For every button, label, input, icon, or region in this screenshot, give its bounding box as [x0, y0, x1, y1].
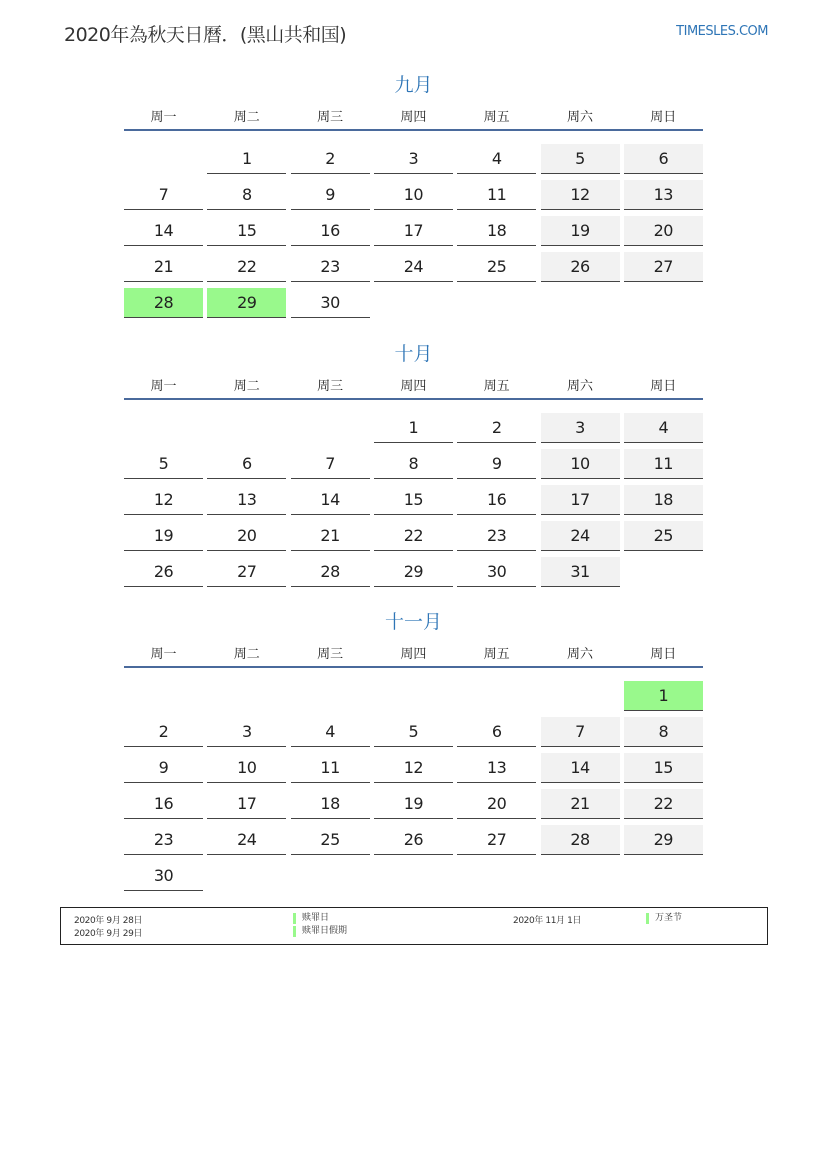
day-cell: 16 [291, 216, 370, 246]
day-cell: 29 [624, 825, 703, 855]
day-cell: 25 [457, 252, 536, 282]
day-cell: 7 [541, 717, 620, 747]
day-cell: 12 [541, 180, 620, 210]
weekday-header: 周六 [566, 110, 593, 125]
day-cell: 19 [541, 216, 620, 246]
site-link[interactable]: TIMESLES.COM [676, 24, 768, 39]
day-cell: 8 [624, 717, 703, 747]
day-cell: 5 [374, 717, 453, 747]
day-cell: 30 [457, 557, 536, 587]
day-cell: 10 [374, 180, 453, 210]
weekday-header: 周日 [650, 647, 677, 662]
day-cell: 3 [207, 717, 286, 747]
day-cell: 13 [207, 485, 286, 515]
day-cell: 31 [541, 557, 620, 587]
legend-holiday-name: 赎罪日假期 [293, 926, 347, 937]
day-cell: 16 [124, 789, 203, 819]
weekday-header: 周六 [566, 379, 593, 394]
day-cell: 27 [624, 252, 703, 282]
day-cell: 10 [541, 449, 620, 479]
weekday-header: 周二 [233, 110, 260, 125]
weekday-header: 周二 [233, 379, 260, 394]
header-rule [124, 129, 703, 131]
day-cell: 2 [124, 717, 203, 747]
month-title: 十一月 [384, 611, 442, 633]
day-cell: 24 [541, 521, 620, 551]
day-cell: 29 [374, 557, 453, 587]
day-cell: 23 [124, 825, 203, 855]
day-cell: 4 [457, 144, 536, 174]
day-cell: 28 [124, 288, 203, 318]
weekday-header: 周一 [150, 379, 177, 394]
day-cell: 17 [207, 789, 286, 819]
weekday-header: 周三 [317, 379, 344, 394]
day-cell: 9 [291, 180, 370, 210]
day-cell: 1 [207, 144, 286, 174]
weekday-header: 周四 [400, 379, 427, 394]
day-cell: 1 [374, 413, 453, 443]
day-cell: 4 [624, 413, 703, 443]
day-cell: 21 [541, 789, 620, 819]
weekday-header: 周三 [317, 647, 344, 662]
day-cell: 5 [124, 449, 203, 479]
day-cell: 11 [291, 753, 370, 783]
day-cell: 23 [291, 252, 370, 282]
header-rule [124, 398, 703, 400]
weekday-header: 周五 [483, 647, 510, 662]
day-cell: 10 [207, 753, 286, 783]
day-cell: 20 [207, 521, 286, 551]
day-cell: 22 [374, 521, 453, 551]
day-cell: 24 [374, 252, 453, 282]
day-cell: 7 [291, 449, 370, 479]
weekday-header: 周四 [400, 110, 427, 125]
day-cell: 2 [457, 413, 536, 443]
day-cell: 14 [541, 753, 620, 783]
day-cell: 18 [624, 485, 703, 515]
day-cell: 20 [624, 216, 703, 246]
day-cell: 27 [457, 825, 536, 855]
day-cell: 24 [207, 825, 286, 855]
day-cell: 9 [457, 449, 536, 479]
day-cell: 17 [541, 485, 620, 515]
day-cell: 11 [457, 180, 536, 210]
weekday-header: 周六 [566, 647, 593, 662]
day-cell: 15 [624, 753, 703, 783]
day-cell: 22 [207, 252, 286, 282]
day-cell: 4 [291, 717, 370, 747]
day-cell: 25 [624, 521, 703, 551]
day-cell: 17 [374, 216, 453, 246]
legend-date: 2020年 9月 28日 [74, 916, 143, 926]
month-calendar [124, 607, 703, 937]
day-cell: 18 [291, 789, 370, 819]
page-title: 2020年為秋天日曆．(黑山共和国) [64, 24, 347, 46]
month-title: 九月 [394, 74, 433, 96]
weekday-header: 周四 [400, 647, 427, 662]
day-cell: 26 [374, 825, 453, 855]
day-cell: 9 [124, 753, 203, 783]
day-cell: 19 [374, 789, 453, 819]
day-cell: 1 [624, 681, 703, 711]
day-cell: 12 [374, 753, 453, 783]
day-cell: 5 [541, 144, 620, 174]
day-cell: 22 [624, 789, 703, 819]
day-cell: 14 [291, 485, 370, 515]
day-cell: 6 [624, 144, 703, 174]
day-cell: 29 [207, 288, 286, 318]
day-cell: 12 [124, 485, 203, 515]
day-cell: 23 [457, 521, 536, 551]
weekday-header: 周五 [483, 379, 510, 394]
day-cell: 6 [207, 449, 286, 479]
legend-date: 2020年 11月 1日 [513, 916, 582, 926]
legend-holiday-name: 万圣节 [646, 913, 682, 924]
day-cell: 20 [457, 789, 536, 819]
header-rule [124, 666, 703, 668]
day-cell: 19 [124, 521, 203, 551]
day-cell: 30 [124, 861, 203, 891]
legend-date: 2020年 9月 29日 [74, 929, 143, 939]
day-cell: 13 [457, 753, 536, 783]
weekday-header: 周一 [150, 110, 177, 125]
day-cell: 7 [124, 180, 203, 210]
holiday-legend [60, 907, 768, 945]
day-cell: 15 [374, 485, 453, 515]
day-cell: 28 [541, 825, 620, 855]
day-cell: 21 [291, 521, 370, 551]
day-cell: 14 [124, 216, 203, 246]
weekday-header: 周二 [233, 647, 260, 662]
day-cell: 16 [457, 485, 536, 515]
day-cell: 8 [207, 180, 286, 210]
month-title: 十月 [394, 343, 433, 365]
day-cell: 30 [291, 288, 370, 318]
day-cell: 8 [374, 449, 453, 479]
day-cell: 11 [624, 449, 703, 479]
day-cell: 6 [457, 717, 536, 747]
day-cell: 3 [541, 413, 620, 443]
weekday-header: 周日 [650, 379, 677, 394]
day-cell: 26 [124, 557, 203, 587]
day-cell: 2 [291, 144, 370, 174]
day-cell: 21 [124, 252, 203, 282]
day-cell: 18 [457, 216, 536, 246]
legend-holiday-name: 赎罪日 [293, 913, 329, 924]
weekday-header: 周一 [150, 647, 177, 662]
day-cell: 28 [291, 557, 370, 587]
day-cell: 27 [207, 557, 286, 587]
day-cell: 13 [624, 180, 703, 210]
day-cell: 3 [374, 144, 453, 174]
weekday-header: 周五 [483, 110, 510, 125]
day-cell: 15 [207, 216, 286, 246]
day-cell: 26 [541, 252, 620, 282]
weekday-header: 周三 [317, 110, 344, 125]
day-cell: 25 [291, 825, 370, 855]
weekday-header: 周日 [650, 110, 677, 125]
